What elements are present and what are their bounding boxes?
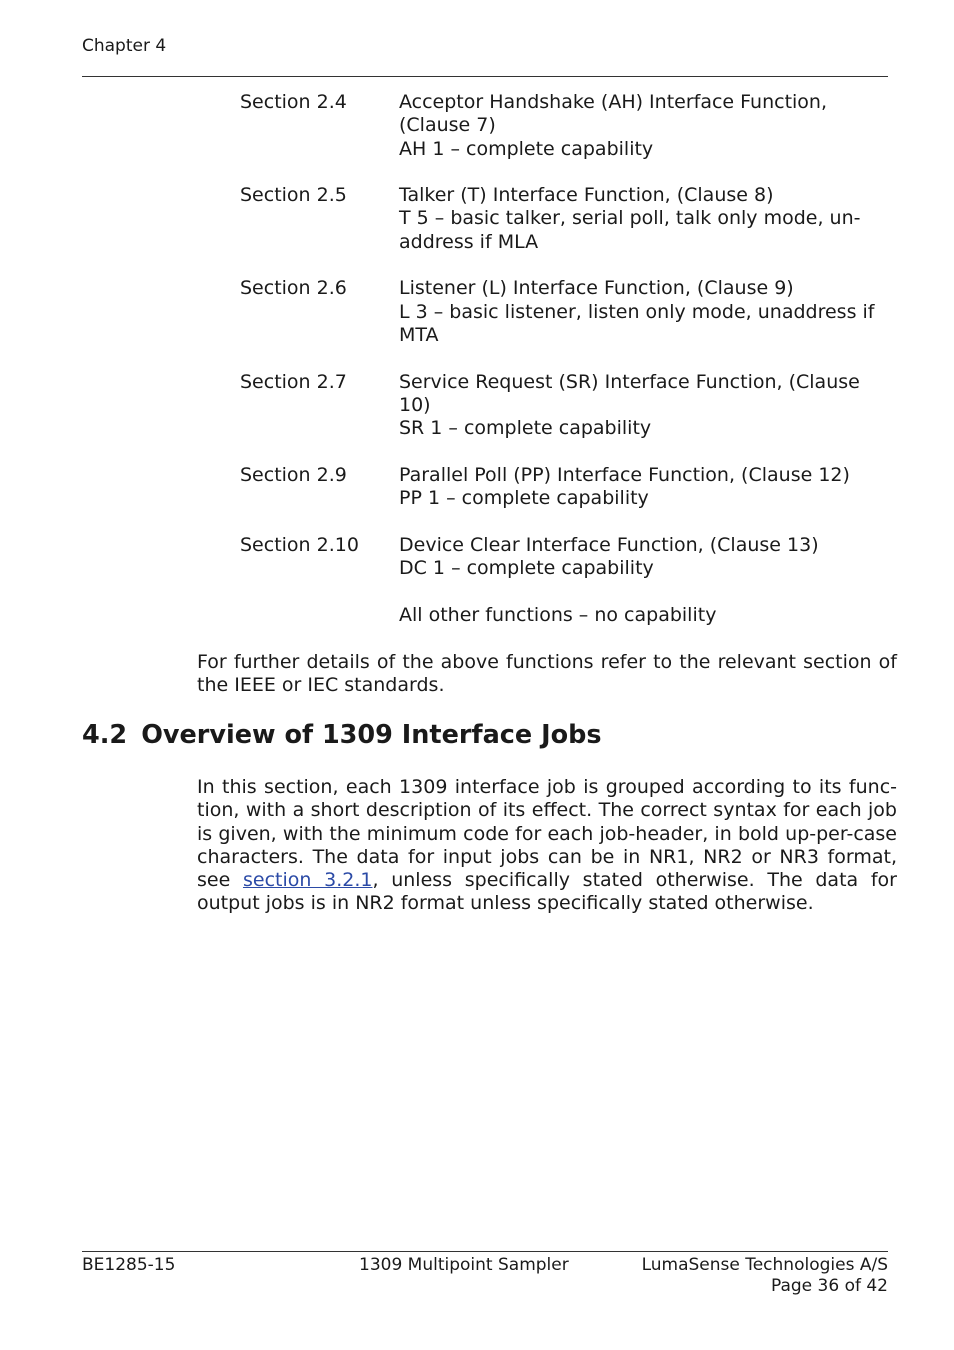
section-line: Device Clear Interface Function, (Clause 13) <box>399 533 819 556</box>
section-row <box>240 277 900 347</box>
section-3-2-1-link[interactable]: section 3.2.1 <box>242 869 373 892</box>
header-rule <box>82 76 888 77</box>
section-heading-number: 4.2 <box>82 720 128 750</box>
section-label: Section 2.5 <box>240 184 347 207</box>
section-label: Section 2.6 <box>240 277 347 300</box>
section-line: DC 1 – complete capability <box>399 556 654 579</box>
other-functions-note: All other functions – no capability <box>399 603 717 626</box>
section-label: Section 2.9 <box>240 463 347 486</box>
section-line: Talker (T) Interface Function, (Clause 8) <box>399 184 774 207</box>
footer-company: LumaSense Technologies A/S <box>641 1255 888 1275</box>
footer-page-number: Page 36 of 42 <box>770 1276 888 1296</box>
section-heading <box>82 720 602 750</box>
intro-text-continued: , unless specifically stated otherwise. The data for output jobs is in NR2 format unless specifically stated otherwise. <box>197 869 897 915</box>
section-line: (Clause 7) <box>399 114 496 137</box>
section-row <box>240 534 900 581</box>
section-label: Section 2.4 <box>240 91 347 113</box>
section-line: T 5 – basic talker, serial poll, talk only mode, un- <box>399 207 861 230</box>
running-header-chapter: Chapter 4 <box>82 36 167 56</box>
section-line: SR 1 – complete capability <box>399 417 652 440</box>
footer-product: 1309 Multipoint Sampler <box>359 1255 569 1275</box>
section-line: MTA <box>399 323 439 346</box>
section-line: L 3 – basic listener, listen only mode, unaddress if <box>399 300 875 323</box>
section-line: address if MLA <box>399 230 539 253</box>
section-label: Section 2.7 <box>240 370 347 393</box>
footer-rule <box>82 1251 888 1252</box>
section-row <box>240 371 900 441</box>
footer-doc-id: BE1285-15 <box>82 1255 176 1275</box>
section-line: Acceptor Handshake (AH) Interface Function, <box>399 91 828 113</box>
section-line: AH 1 – complete capability <box>399 137 654 160</box>
section-row <box>240 184 900 254</box>
section-line: Service Request (SR) Interface Function, (Clause <box>399 370 860 393</box>
section-row <box>240 91 900 161</box>
further-details-paragraph: For further details of the above functions refer to the relevant section of the IEEE or IEC standards. <box>197 651 897 697</box>
section-line: Parallel Poll (PP) Interface Function, (Clause 12) <box>399 463 850 486</box>
intro-paragraph <box>197 776 897 916</box>
section-line: Listener (L) Interface Function, (Clause 9) <box>399 277 794 300</box>
interface-function-list <box>240 91 900 627</box>
footer-right-block <box>642 1255 888 1297</box>
section-row <box>240 464 900 511</box>
section-line: PP 1 – complete capability <box>399 487 649 510</box>
section-heading-title: Overview of 1309 Interface Jobs <box>141 720 602 750</box>
intro-text: In this section, each 1309 interface job is grouped according to its func-tion, with a short description of its effect. The correct syntax for each job is given, with the minimum code for each job-header, in bold up-per-case characters. The data for input jobs can be in NR1, NR2 or NR3 format, see <box>197 776 897 892</box>
section-label: Section 2.10 <box>240 533 359 556</box>
section-line: 10) <box>399 393 431 416</box>
